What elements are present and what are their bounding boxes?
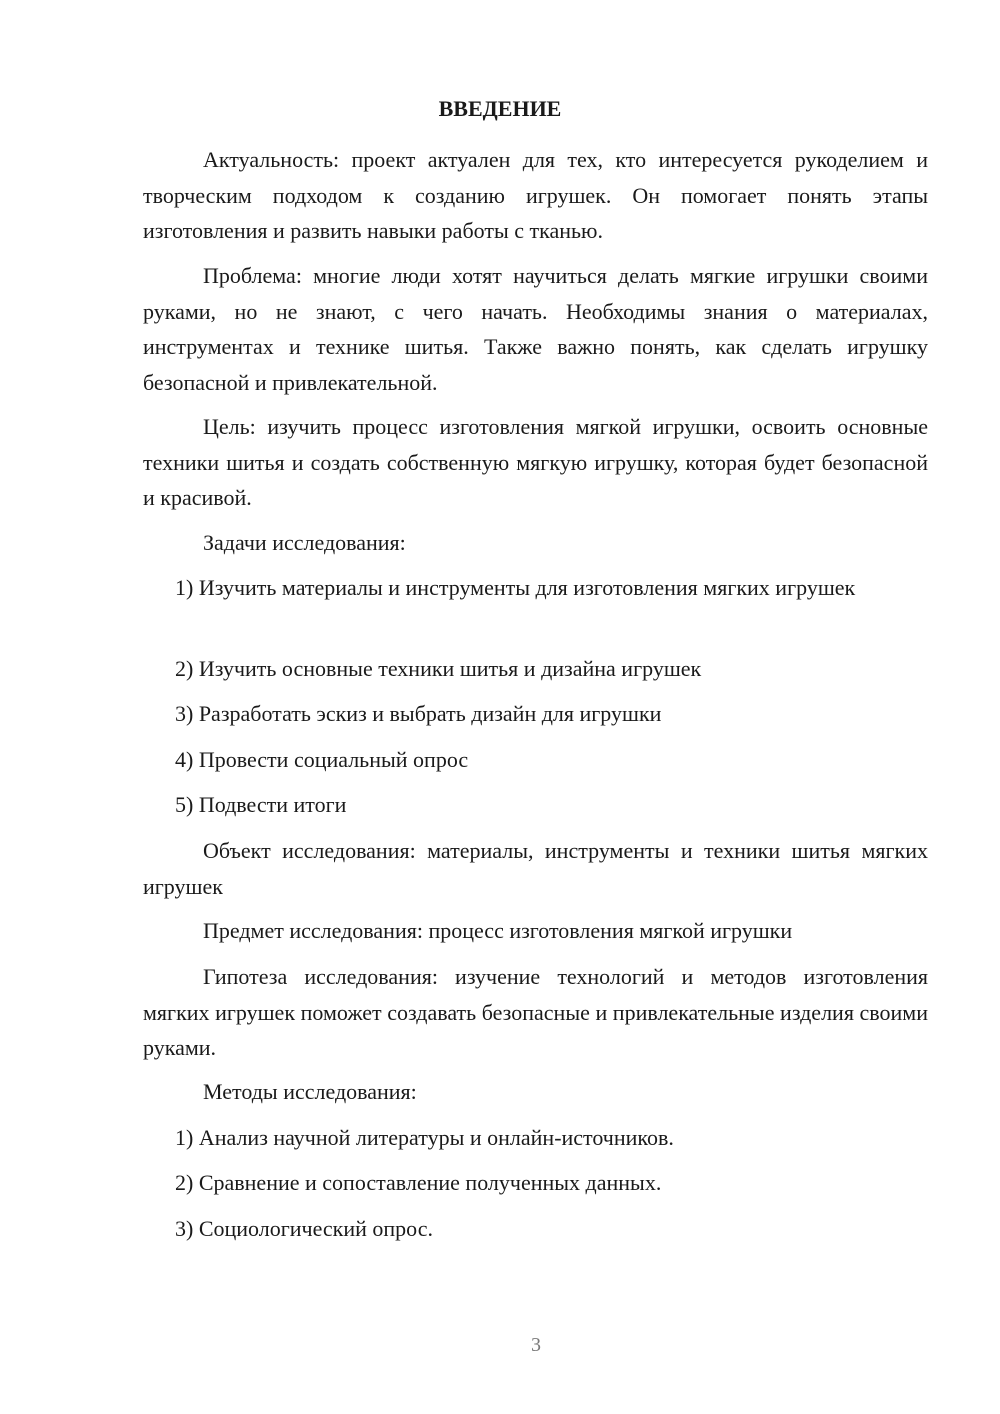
hypothesis-paragraph: Гипотеза исследования: изучение технологий и методов изготовления мягких игрушек поможет создавать безопасные и привлекательные изделия своими руками. xyxy=(143,964,928,1060)
subject-paragraph: Предмет исследования: процесс изготовления мягкой игрушки xyxy=(203,918,793,943)
relevance-paragraph: Актуальность: проект актуален для тех, кто интересуется рукоделием и творческим подходом к созданию игрушек. Он помогает понять этапы изготовления и развить навыки работы с тканью. xyxy=(143,147,928,243)
method-item-3: 3) Социологический опрос. xyxy=(175,1216,433,1241)
task-item-3: 3) Разработать эскиз и выбрать дизайн для игрушки xyxy=(175,701,662,726)
object-paragraph: Объект исследования: материалы, инструменты и техники шитья мягких игрушек xyxy=(143,838,928,899)
problem-paragraph: Проблема: многие люди хотят научиться делать мягкие игрушки своими руками, но не знают, с чего начать. Необходимы знания о материалах, инструментах и технике шитья. Также важно понять, как сделать игрушку безопасной и привлекательной. xyxy=(143,263,928,395)
page-number: 3 xyxy=(531,1334,541,1356)
goal-paragraph: Цель: изучить процесс изготовления мягкой игрушки, освоить основные техники шитья и создать собственную мягкую игрушку, которая будет безопасной и красивой. xyxy=(143,414,928,510)
task-item-4: 4) Провести социальный опрос xyxy=(175,747,469,772)
task-item-5: 5) Подвести итоги xyxy=(175,792,347,817)
method-item-2: 2) Сравнение и сопоставление полученных данных. xyxy=(175,1170,662,1195)
task-item-2: 2) Изучить основные техники шитья и дизайна игрушек xyxy=(175,656,702,681)
methods-heading: Методы исследования: xyxy=(203,1079,417,1104)
method-item-1: 1) Анализ научной литературы и онлайн-источников. xyxy=(175,1125,674,1150)
page-title: ВВЕДЕНИЕ xyxy=(438,96,562,121)
task-item-1: 1) Изучить материалы и инструменты для изготовления мягких игрушек xyxy=(175,575,856,600)
tasks-heading: Задачи исследования: xyxy=(203,530,406,555)
